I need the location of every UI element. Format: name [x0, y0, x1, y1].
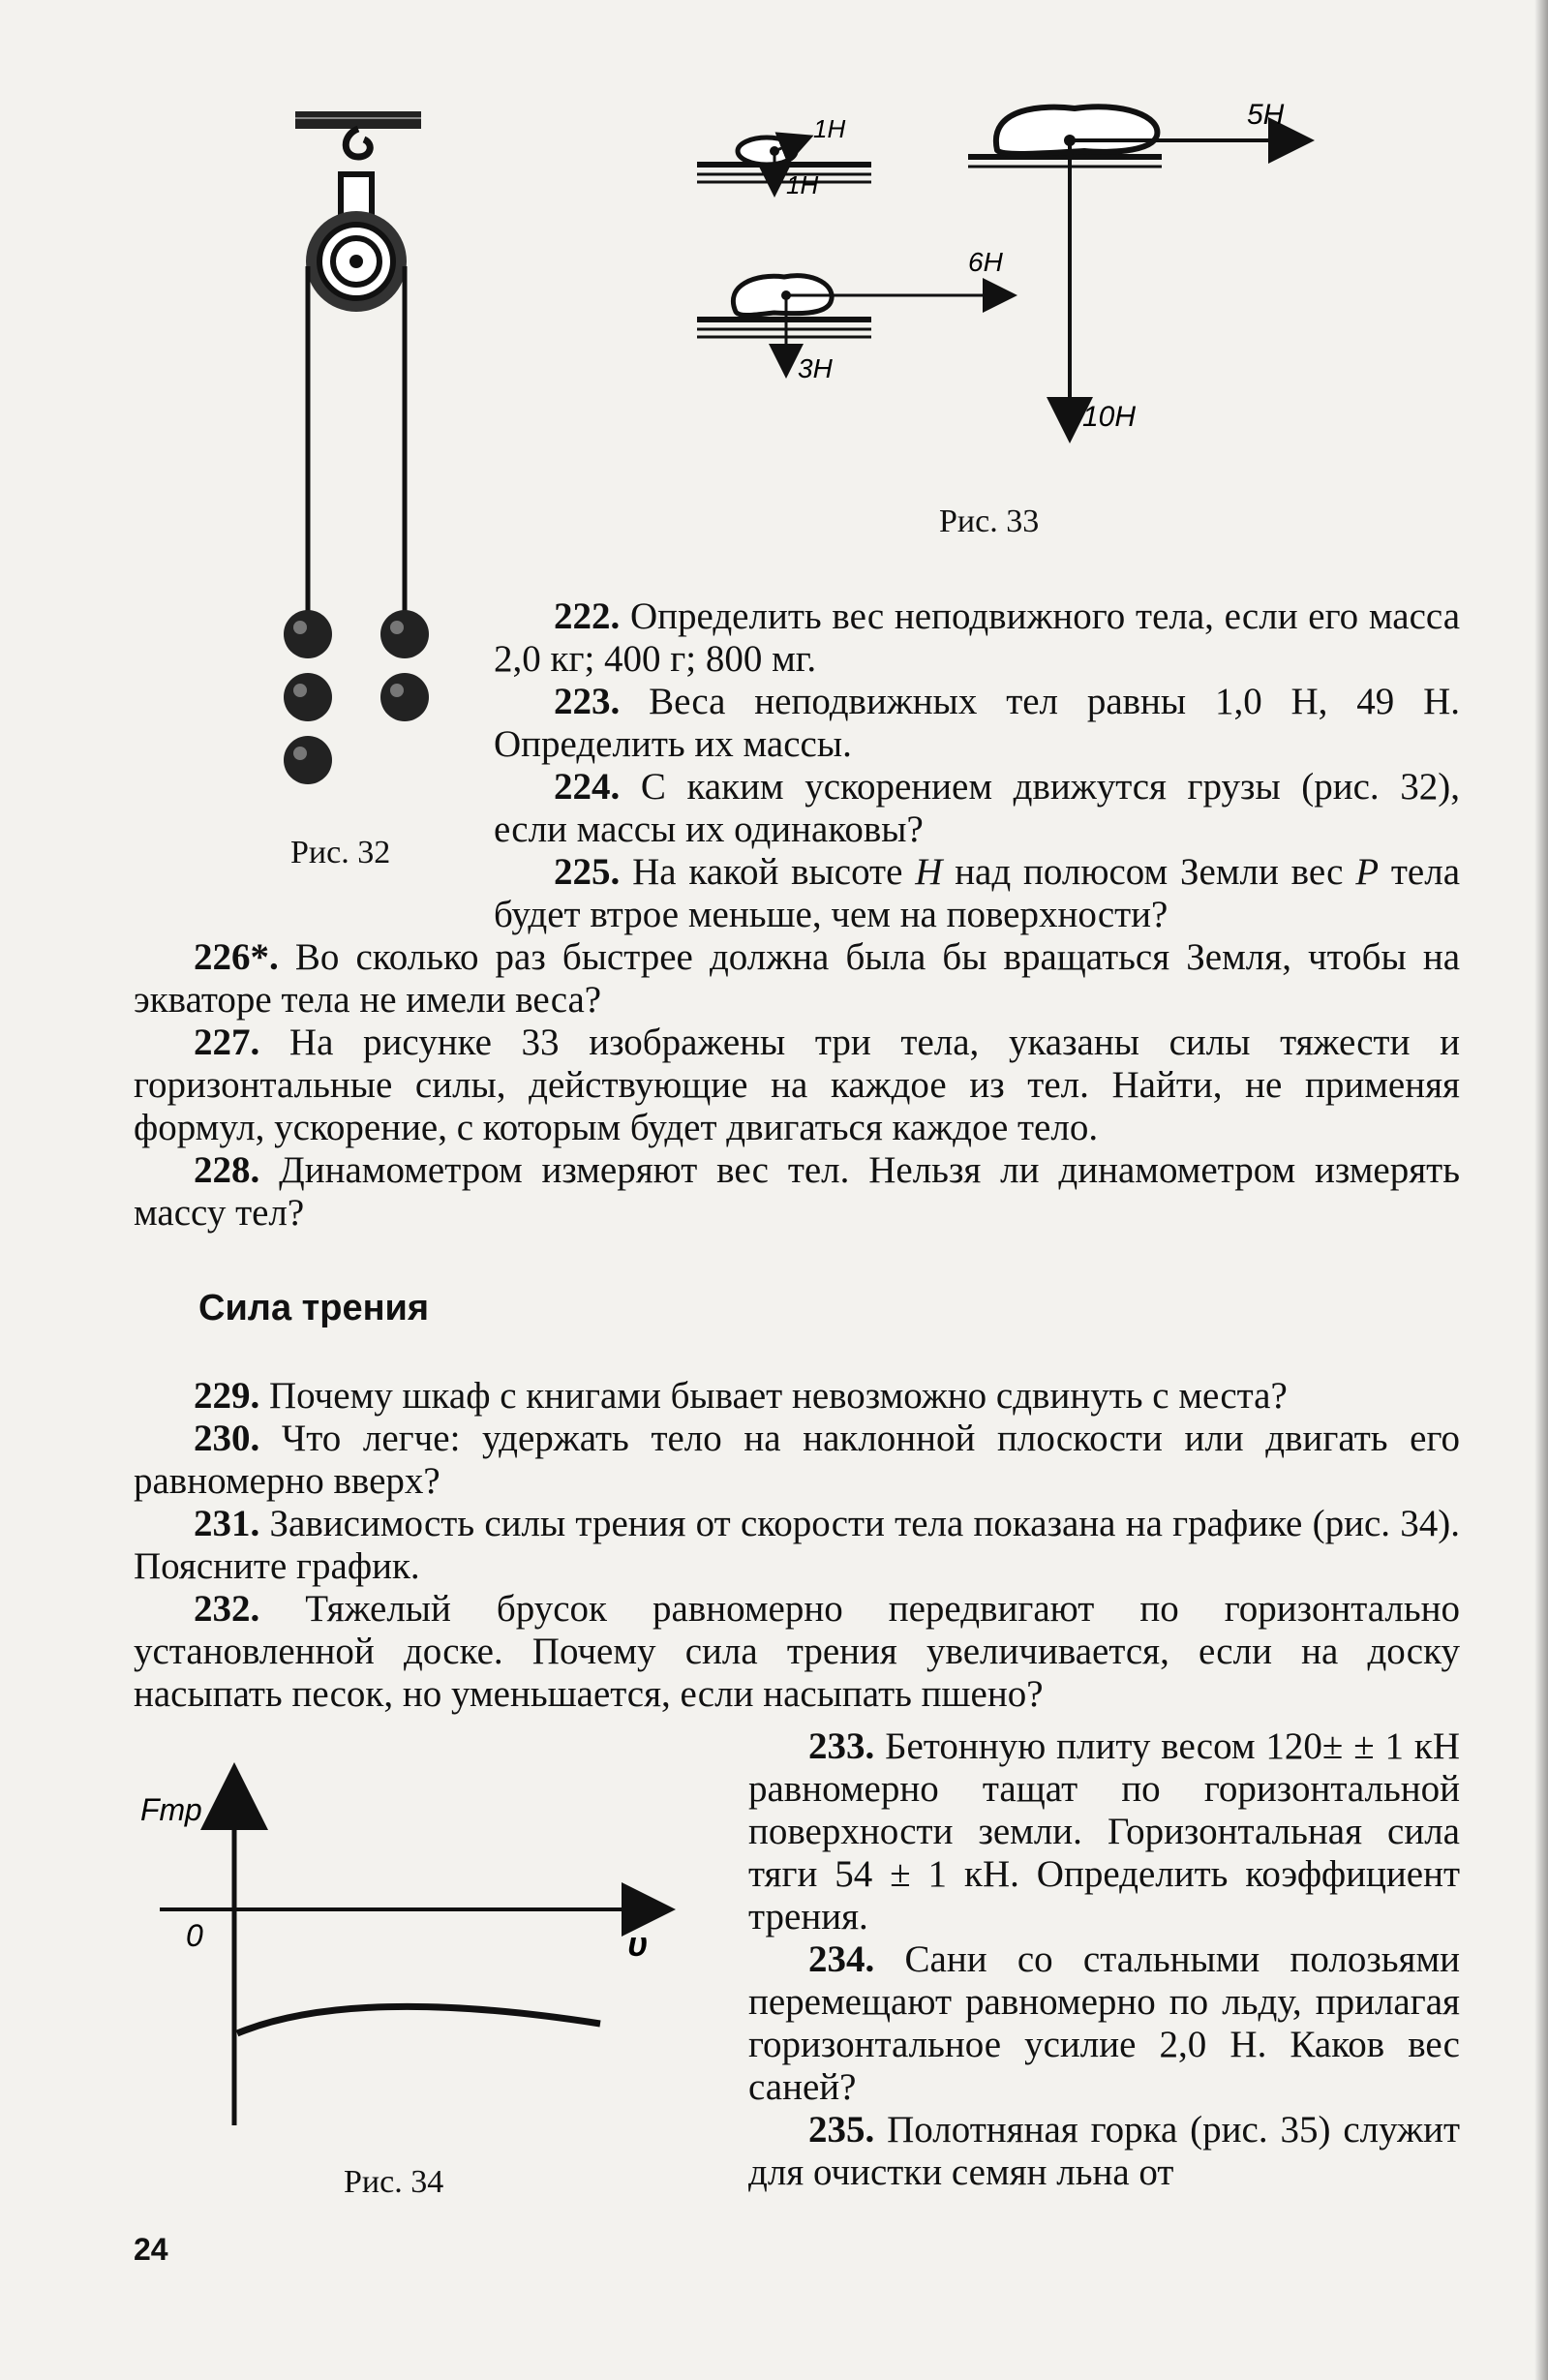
label-3h: 3Н — [798, 353, 833, 383]
variable-h: H — [915, 851, 943, 893]
x-axis-label: υ — [627, 1924, 649, 1964]
figure-32 — [281, 107, 455, 804]
problem-232: 232. Тяжелый брусок равномерно передвигают по горизонтально установленной доске. Почему сила трения увеличивается, если на доску насыпать песок, но уменьшается, если насыпать пшено? — [134, 1588, 1461, 1715]
problem-228: 228. Динамометром измеряют вес тел. Нельзя ли динамометром измерять массу тел? — [134, 1149, 1460, 1234]
problem-223: 223. Веса неподвижных тел равны 1,0 Н, 49 Н. Определить их массы. — [494, 681, 1460, 765]
figure-33 — [678, 87, 1336, 455]
figure-34-caption: Рис. 34 — [344, 2164, 444, 2200]
problem-229: 229. Почему шкаф с книгами бывает невозможно сдвинуть с места? — [194, 1375, 1288, 1417]
origin-label: 0 — [186, 1918, 203, 1953]
figure-32-caption: Рис. 32 — [290, 835, 391, 870]
body-large — [968, 99, 1307, 436]
body-small — [697, 114, 871, 199]
label-1h-horizontal: 1Н — [813, 114, 846, 143]
problem-231: 231. Зависимость силы трения от скорости тела показана на графике (рис. 34). Поясните график. — [134, 1503, 1460, 1587]
problem-233: 233. Бетонную плиту весом 120± ± 1 кН равномерно тащат по горизонтальной поверхности земли. Горизонтальная сила тяги 54 ± 1 кН. Определить коэффициент трения. — [748, 1725, 1461, 1938]
figure-33-caption: Рис. 33 — [939, 503, 1040, 539]
problem-225: 225. На какой высоте H над полюсом Земли вес P тела будет втрое меньше, чем на поверхности? — [494, 851, 1461, 935]
problem-230: 230. Что легче: удержать тело на наклонной плоскости или двигать его равномерно вверх? — [134, 1418, 1461, 1502]
problem-235: 235. Полотняная горка (рис. 35) служит для очистки семян льна от — [748, 2109, 1460, 2193]
label-1h-vertical: 1Н — [786, 170, 819, 199]
section-heading: Сила трения — [198, 1288, 430, 1328]
figure-34 — [126, 1753, 687, 2140]
label-5h: 5Н — [1247, 99, 1285, 131]
problem-226: 226*. Во сколько раз быстрее должна была бы вращаться Земля, чтобы на экваторе тела не имели веса? — [134, 936, 1461, 1021]
body-medium — [697, 247, 1012, 383]
friction-curve — [237, 2006, 600, 2033]
page-edge-shadow — [1534, 0, 1548, 2380]
variable-p: P — [1355, 851, 1380, 893]
problem-222: 222. Определить вес неподвижного тела, если его масса 2,0 кг; 400 г; 800 мг. — [494, 595, 1461, 680]
problem-224: 224. С каким ускорением движутся грузы (рис. 32), если массы их одинаковы? — [494, 766, 1460, 850]
label-10h: 10Н — [1082, 401, 1137, 433]
page-number: 24 — [134, 2232, 168, 2267]
problem-234: 234. Сани со стальными полозьями перемещают равномерно по льду, прилагая горизонтальное усилие 2,0 Н. Каков вес саней? — [748, 1938, 1461, 2108]
label-6h: 6Н — [968, 247, 1003, 277]
y-axis-label: Fтр — [140, 1792, 202, 1827]
problem-227: 227. На рисунке 33 изображены три тела, указаны силы тяжести и горизонтальные силы, действующие на каждое из тел. Найти, не применяя формул, ускорение, с которым будет двигаться каждое тело. — [134, 1022, 1461, 1148]
